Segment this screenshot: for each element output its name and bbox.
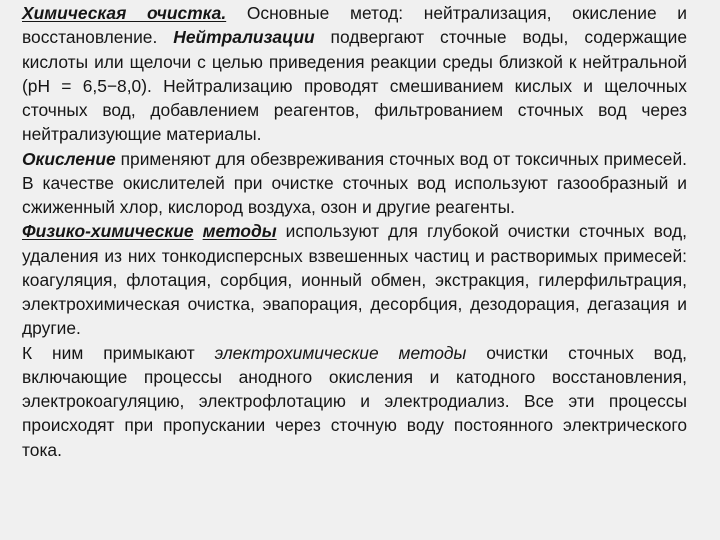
paragraph-text: подвергают сточные воды, содержащие кислоты или щелочи с целью приведения реакции среды близкой к нейтральной (pH = 6,5−8,0). Нейтрализацию проводят смешиванием кислых и щелочных сточных вод, добавлением реагентов, фильтрованием сточных вод через нейтрализующие материалы. [22,27,688,145]
paragraph-text: очистки сточных вод, включающие процессы анодного окисления и катодного восстановления, электрокоагуляцию, электрофлотацию и электродиализ. Все эти процессы происходят при пропускании через сточную воду постоянного электрического тока. [22,342,687,460]
document-body [22,0,687,462]
paragraph-oxidation [22,147,687,220]
paragraph-text: применяют для обезвреживания сточных вод от токсичных примесей. В качестве окислителей при очистке сточных вод используют газообразный и сжиженный хлор, кислород воздуха, озон и другие реагенты. [22,148,687,217]
term-electrochemical-methods: электрохимические методы [214,342,467,363]
heading-chemical-treatment: Химическая очистка. [22,3,227,23]
term-oxidation: Окисление [22,148,116,169]
term-physicochemical: Физико-химические [22,221,194,242]
paragraph-physicochemical-methods [22,219,687,340]
paragraph-chemical-treatment [22,0,687,147]
paragraph-text: К ним примыкают [22,342,215,363]
term-neutralization: Нейтрализации [173,27,315,48]
term-space [194,221,203,241]
paragraph-text: используют для глубокой очистки сточных вод, удаления из них тонкодисперсных взвешенных частиц и растворимых примесей: коагуляция, флотация, сорбция, ионный обмен, экстракция, гилерфильтрация, электрохимическая очистка, эвапорация, десорбция, дезодорация, дегазация и другие. [22,221,687,339]
paragraph-text: Основные метод: нейтрализация, окисление и восстановление. [22,3,688,48]
paragraph-electrochemical-methods [22,341,687,462]
term-methods: методы [202,221,277,242]
